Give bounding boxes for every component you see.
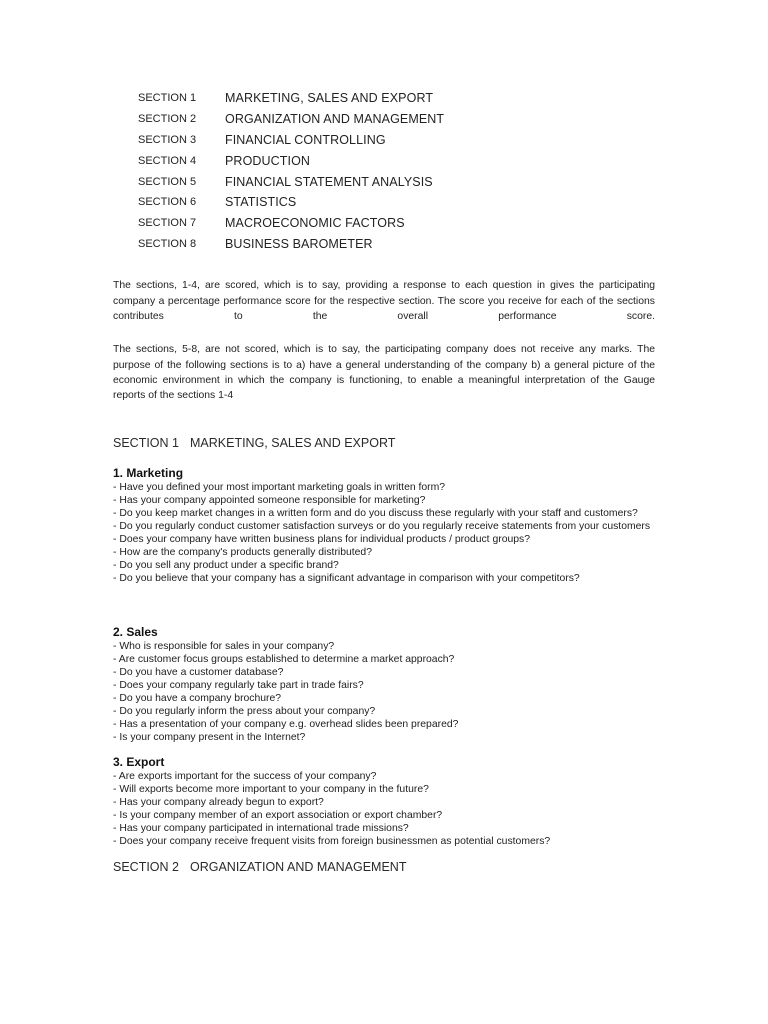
- section-number: SECTION 4: [138, 154, 197, 167]
- question-item: - Has your company participated in international trade missions?: [113, 823, 409, 834]
- question-item: - How are the company's products generally distributed?: [113, 547, 372, 558]
- question-item: - Has your company already begun to export?: [113, 797, 324, 808]
- section-number: SECTION 2: [113, 860, 179, 874]
- question-item: - Do you regularly conduct customer satisfaction surveys or do you regularly receive statements from your customers: [113, 521, 651, 532]
- section-title: FINANCIAL CONTROLLING: [225, 132, 386, 147]
- section-2-heading: [113, 860, 406, 874]
- section-list-item: [138, 109, 658, 130]
- section-list-item: [138, 234, 658, 255]
- question-item: - Do you have a customer database?: [113, 667, 284, 678]
- question-item: - Do you sell any product under a specific brand?: [113, 560, 339, 571]
- question-list: [113, 481, 658, 585]
- question-item: - Does your company have written business plans for individual products / product groups?: [113, 534, 531, 545]
- question-item: - Do you keep market changes in a written form and do you discuss these regularly with your staff and customers?: [113, 508, 638, 519]
- export-group: [113, 755, 658, 848]
- intro-paragraph-unscored: The sections, 5-8, are not scored, which is to say, the participating company does not receive any marks. The purpose of the following sections is to a) have a general understanding of the company b) a general picture of the economic environment in which the company is functioning, to enable a meaningful interpretation of the Gauge reports of the sections 1-4: [113, 344, 655, 402]
- question-item: - Have you defined your most important marketing goals in written form?: [113, 482, 446, 493]
- intro-paragraph-scored: The sections, 1-4, are scored, which is to say, providing a response to each question in gives the participating company a percentage performance score for the respective section. The score you receive for each of the sections contributes to the overall performance score.: [113, 280, 655, 322]
- question-item: - Who is responsible for sales in your company?: [113, 641, 335, 652]
- question-item: - Does your company regularly take part in trade fairs?: [113, 680, 364, 691]
- section-number: SECTION 2: [138, 113, 197, 126]
- section-number: SECTION 3: [138, 133, 197, 146]
- question-item: - Do you have a company brochure?: [113, 693, 282, 704]
- question-item: - Are exports important for the success of your company?: [113, 771, 377, 782]
- section-number: SECTION 7: [138, 217, 197, 230]
- question-item: - Has a presentation of your company e.g. overhead slides been prepared?: [113, 719, 459, 730]
- section-title: BUSINESS BAROMETER: [225, 236, 373, 251]
- section-title: ORGANIZATION AND MANAGEMENT: [190, 860, 407, 874]
- question-item: - Is your company present in the Internet?: [113, 732, 306, 743]
- group-heading: 2. Sales: [113, 625, 158, 639]
- question-item: - Has your company appointed someone responsible for marketing?: [113, 495, 426, 506]
- marketing-group: [113, 466, 658, 585]
- question-item: - Does your company receive frequent visits from foreign businessmen as potential customers?: [113, 836, 551, 847]
- section-list-item: [138, 88, 658, 109]
- section-list-item: [138, 150, 658, 171]
- section-title: MACROECONOMIC FACTORS: [225, 216, 405, 231]
- group-heading: 3. Export: [113, 755, 165, 769]
- section-list-item: [138, 192, 658, 213]
- section-list-item: [138, 171, 658, 192]
- section-title: STATISTICS: [225, 195, 297, 210]
- group-heading: 1. Marketing: [113, 466, 184, 480]
- section-number: SECTION 8: [138, 237, 197, 250]
- section-title: MARKETING, SALES AND EXPORT: [190, 436, 396, 450]
- section-list: [138, 88, 658, 254]
- question-list: [113, 770, 658, 848]
- question-item: - Will exports become more important to your company in the future?: [113, 784, 429, 795]
- sales-group: [113, 625, 658, 744]
- section-list-item: [138, 130, 658, 151]
- question-item: - Do you regularly inform the press about your company?: [113, 706, 376, 717]
- section-number: SECTION 1: [138, 92, 197, 105]
- section-number: SECTION 5: [138, 175, 197, 188]
- question-item: - Are customer focus groups established to determine a market approach?: [113, 654, 455, 665]
- question-list: [113, 640, 658, 744]
- question-item: - Is your company member of an export association or export chamber?: [113, 810, 443, 821]
- section-title: FINANCIAL STATEMENT ANALYSIS: [225, 174, 433, 189]
- section-title: PRODUCTION: [225, 153, 311, 168]
- section-title: ORGANIZATION AND MANAGEMENT: [225, 112, 445, 127]
- section-number: SECTION 6: [138, 196, 197, 209]
- section-list-item: [138, 213, 658, 234]
- section-1-heading: [113, 436, 395, 450]
- section-number: SECTION 1: [113, 436, 179, 450]
- section-title: MARKETING, SALES AND EXPORT: [225, 91, 434, 106]
- question-item: - Do you believe that your company has a significant advantage in comparison with your competitors?: [113, 573, 580, 584]
